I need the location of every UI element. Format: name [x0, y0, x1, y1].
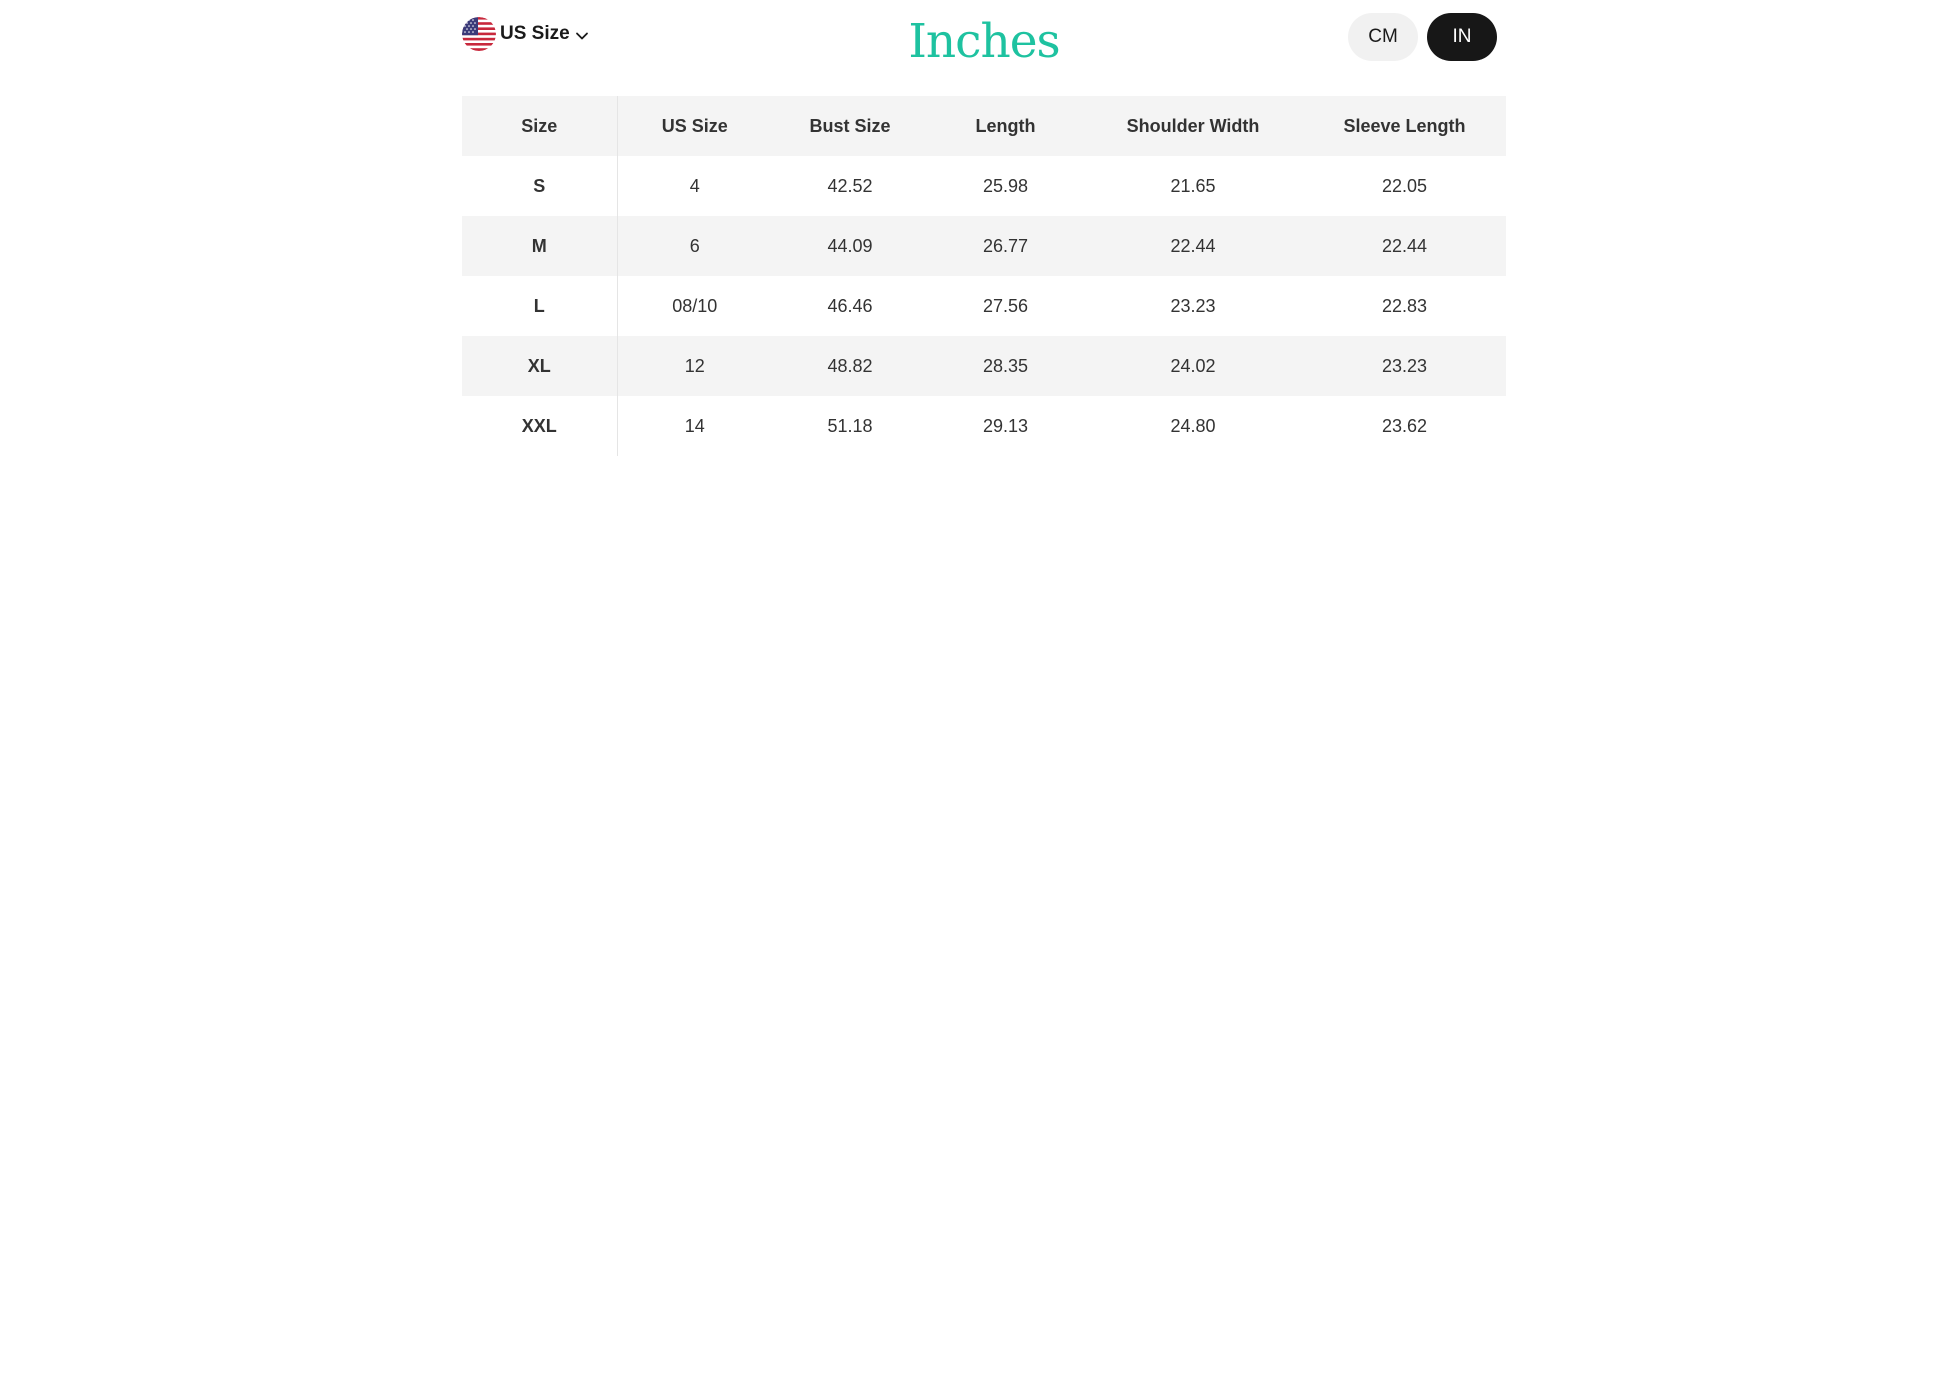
bust-size-cell: 44.09: [772, 216, 928, 276]
us-size-cell: 4: [689, 175, 700, 196]
us-size-cell: 08/10: [672, 295, 718, 316]
size-cell: L: [462, 276, 617, 336]
size-table: [462, 96, 1506, 456]
us-size-cell: 14: [684, 415, 705, 436]
length-cell: 26.77: [928, 216, 1083, 276]
unit-in-button[interactable]: IN: [1427, 13, 1497, 61]
unit-cm-button[interactable]: CM: [1348, 13, 1418, 61]
us-size-cell: 12: [617, 336, 772, 396]
column-header-sleeve-length: Sleeve Length: [1303, 96, 1506, 156]
size-cell: XL: [462, 336, 617, 396]
shoulder-width-cell: 23.23: [1170, 295, 1216, 316]
sleeve-length-cell: 23.62: [1381, 415, 1428, 436]
column-header-bust-size: Bust Size: [772, 96, 928, 156]
column-header-us-size: US Size: [617, 96, 772, 156]
page-title: Inches: [908, 14, 1060, 69]
size-chart: [462, 0, 1506, 456]
size-cell: XXL: [462, 396, 617, 456]
table-row: [462, 216, 1506, 276]
table-header-row: [462, 96, 1506, 156]
us-size-cell: 6: [617, 216, 772, 276]
sleeve-length-cell: 22.44: [1303, 216, 1506, 276]
shoulder-width-cell: 21.65: [1170, 175, 1216, 196]
size-chart-header: [462, 0, 1506, 96]
table-row: [462, 336, 1506, 396]
sleeve-length-cell: 22.05: [1381, 175, 1428, 196]
length-cell: 25.98: [982, 175, 1029, 196]
shoulder-width-cell: 24.80: [1170, 415, 1216, 436]
bust-size-cell: 46.46: [827, 295, 873, 316]
sleeve-length-cell: 22.83: [1381, 295, 1428, 316]
table-row: [462, 396, 1506, 456]
bust-size-cell: 51.18: [827, 415, 873, 436]
bust-size-cell: 48.82: [772, 336, 928, 396]
table-row: [462, 276, 1506, 336]
shoulder-width-cell: 22.44: [1083, 216, 1303, 276]
bust-size-cell: 42.52: [827, 175, 873, 196]
length-cell: 28.35: [928, 336, 1083, 396]
size-cell: M: [462, 216, 617, 276]
unit-toggle: [1348, 13, 1497, 61]
shoulder-width-cell: 24.02: [1083, 336, 1303, 396]
length-cell: 27.56: [982, 295, 1029, 316]
table-row: [462, 156, 1506, 216]
sleeve-length-cell: 23.23: [1303, 336, 1506, 396]
column-header-length: Length: [928, 96, 1083, 156]
size-cell: S: [462, 156, 617, 216]
column-header-size: Size: [462, 96, 617, 156]
region-size-label: US Size: [500, 23, 570, 44]
column-header-shoulder-width: Shoulder Width: [1083, 96, 1303, 156]
length-cell: 29.13: [982, 415, 1029, 436]
